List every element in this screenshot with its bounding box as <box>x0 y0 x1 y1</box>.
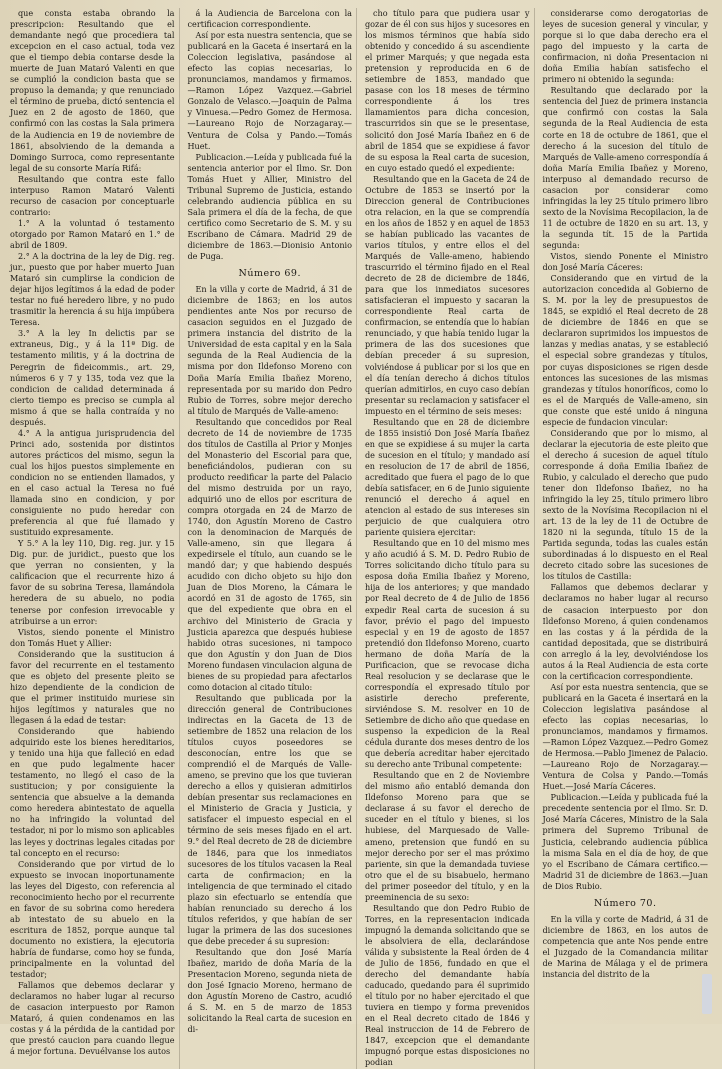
paragraph: Resultando que en 28 de diciembre de 1855 insistió Don José María Ibañez en que se expidiese á su mujer la carta de sucesion en el título; y mandado así en resolucion de 17 de abril de 1856, acreditado que fuera el pago de lo que debía satisfacer, en 6 de Junio siguiente renunció el derecho á aquel en atencion al estado de sus intereses sin perjuicio de que cualquiera otro pariente quisiera ejercitar: <box>365 416 530 538</box>
paragraph: Considerando que habiendo adquirido este los bienes hereditarios, y tenido una hija que falleció en edad en que pudo legalmente hacer testamento, no llegó el caso de la sustitucion; y por consiguiente la sentencia que absuelve a la demanda como heredera abintestato de aquella no ha infringido la voluntad del testador, ni por lo mismo son aplicables las leyes y doctrinas legales citadas por tal concepto en el recurso: <box>10 726 175 858</box>
paragraph: que consta estaba obrando la prescripcion: Resultando que el demandante negó que procediera tal excepcion en el caso actual, toda vez que el tiempo debia contarse desde la muerte de Juan Mataró Valenti en que se cumplió la condicion basta que se propuso la demanda; y que renunciado el término de prueba, dictó sentencia el Juez en 2 de agosto de 1860, que confirmó con las costas la Sala primera de la Audiencia en 19 de noviembre de 1861, absolviendo de la demanda a Domingo Surroca, como representante legal de su consorte María Rifá: <box>10 8 175 173</box>
paragraph: Considerando que la sustitucion á favor del recurrente en el testamento que es objeto del presente pleito se hizo dependiente de la condicion de que el primer instituido muriese sin hijos legítimos y naturales que no llegasen á la edad de testar: <box>10 648 175 725</box>
paragraph: Resultando que en 10 del mismo mes y año acudió á S. M. D. Pedro Rubio de Torres solicitando dicho título para su esposa doña Emilia Ibañez y Moreno, hija de los anteriores; y que mandado por Real decreto de 4 de Julio de 1856 expedir Real carta de sucesion á su favor, prévio el pago del impuesto especial y en 19 de agosto de 1857 pretendió don Ildefonso Moreno, cuarto hermano de doña María de la Purificacion, que se revocase dicha Real resolucion y se declarase que le correspondía el expresado título por asistirle derecho preferente, sirviéndose S. M. resolver en 10 de Setiembre de dicho año que quedase en suspenso la expedicion de la Real cédula durante dos meses dentro de los que debería acreditar haber ejercitado su derecho ante Tribunal competente: <box>365 538 530 770</box>
paragraph: Resultando que en 2 de Noviembre del mismo año entabló demanda don Ildefonso Moreno para que se declarase á su favor el derecho de suceder en el título y bienes, si los hubiese, del Marquesado de Valle-ameno, pretension que fundó en su mejor derecho por ser el mas próximo pariente, sin que la demandada tuviese otro que el de su bisabuelo, hermano del primer poseedor del título, y en la preeminencia de su sexo: <box>365 770 530 902</box>
section-heading: Número 69. <box>238 268 301 280</box>
paragraph: Fallamos que debemos declarar y declaramos no haber lugar al recurso de casacion interpuesto por don Ildefonso Moreno, á quien condenamos en las costas y á la pérdida de la cantidad depositada, que se distribuirá con arreglo á la ley, devolviéndose los autos á la Real Audiencia de esta corte con la certificacion correspondiente. <box>542 582 708 681</box>
paragraph: Fallamos que debemos declarar y declaramos no haber lugar al recurso de casacion interpuesto por Ramon Mataró, á quien condenamos en las costas y á la pérdida de la cantidad por que prestó caucion para cuando llegue á mejor fortuna. Devuélvanse los autos <box>10 980 175 1057</box>
paragraph: Considerando que por virtud de lo expuesto se invocan inoportunamente las leyes del Digesto, con referencia al reconocimiento hecho por el recurrente en favor de su sobrina como heredera ab intestato de su abuelo en la escritura de 1852, porque aunque tal documento no existiera, la ejecutoria habría de fundarse, como hoy se funda, principalmente en la voluntad del testador; <box>10 858 175 980</box>
column-1 <box>10 8 180 1069</box>
paragraph: Así por esta nuestra sentencia, que se publicará en la Gaceta é insertará en la Coleccion legislativa, pasándose al efecto las copias necesarias, lo pronunciamos, mandamos y firmamos.—Ramon López Vazquez.—Gabriel Gonzalo de Velasco.—Joaquin de Palma y Vinuesa.—Pedro Gomez de Hermosa.—Laureano Rojo de Norzagaray.—Ventura de Colsa y Pando.—Tomás Huet. <box>187 30 352 151</box>
paragraph: 3.° A la ley In delictis par se extraneus, Dig., y á la 11ª Dig. de testamento militis, y á la doctrina de Peregrin de fideicommis., art. 29, números 6 y 7 y 135, toda vez que la condicion de calidad determinada á cierto tiempo es preciso se cumpla al mismo á que se halla contraída y no después. <box>10 328 175 427</box>
text-columns <box>10 8 712 1068</box>
column-2 <box>188 8 358 1069</box>
paragraph: Resultando que don Pedro Rubio de Torres, en la representacion indicada impugnó la demanda solicitando que se le absolviera de ella, declarándose válida y subsistente la Real órden de 4 de Julio de 1856, fundado en que el derecho del demandante había caducado, quedando para él suprimido el título por no haber ejercitado el que tuviera en tiempo y forma prevenidos en el Real decreto citado de 1846 y Real instruccion de 14 de Febrero de 1847, excepcion que el demandante impugnó porque estas disposiciones no podian <box>365 902 530 1068</box>
paragraph: Resultando que contra este fallo interpuso Ramon Mataró Valenti recurso de casacion por conceptuarle contrario: <box>10 173 175 217</box>
section-heading: Número 70. <box>594 897 657 909</box>
column-3 <box>365 8 535 1069</box>
column-4 <box>543 8 713 1069</box>
paragraph: Considerando que por lo mismo, al declarar la ejecutoria de este pleito que el derecho á sucesion de aquel título corresponde á doña Emilia Ibañez de Rubio, y calculado el derecho que pudo tener don Ildefonso Ibañez, no ha infringido la ley 25, título primero libro sexto de la Novísima Recopilacion ni el art. 13 de la ley de 11 de Octubre de 1820 ni la segunda, título 15 de la Partida segunda, todas las cuales están subordinadas á lo dispuesto en el Real decreto citado sobre las sucesiones de los títulos de Castilla: <box>542 427 708 582</box>
paragraph: 1.° A la voluntad ó testamento otorgado por Ramon Mataró en 1.° de abril de 1809. <box>10 217 175 250</box>
paragraph: Así por esta nuestra sentencia, que se publicará en la Gaceta é insertará en la Coleccion legislativa pasándose al efecto las copias necesarias, lo pronunciamos, mandamos y firmamos.—Ramon López Vazquez.—Pedro Gomez de Hermosa.—Pablo Jimenez de Palacio.—Laureano Rojo de Norzagaray.—Ventura de Colsa y Pando.—Tomás Huet.—José María Cáceres. <box>542 681 708 792</box>
paragraph: En la villa y corte de Madrid, á 31 de diciembre de 1863; en los autos pendientes ante Nos por recurso de casacion seguidos en el Juzgado de primera instancia del distrito de la Universidad de esta capital y en la Sala segunda de la Real Audiencia de la misma por don Ildefonso Moreno con Doña María Emilia Ibañez Moreno, representada por su marido don Pedro Rubio de Torres, sobre mejor derecho al título de Marqués de Valle-ameno: <box>187 284 352 416</box>
library-stamp <box>702 974 712 1014</box>
paragraph: Resultando que en la Gaceta de 24 de Octubre de 1853 se insertó por la Direccion general de Contribuciones otra relacion, en la que se comprendía en los años de 1852 y en aquel de 1853 se habían publicado las vacantes de varios títulos, y entre ellos el del Marqués de Valle-ameno, habiendo trascurrido el término fijado en el Real decreto de 28 de diciembre de 1846, para que los inmediatos sucesores satisfacieran el impuesto y sacaran la correspondiente Real carta de confirmacion, se entendía que lo habían renunciado, y que había tenido lugar la primera de las dos sucesiones que debían preceder á su supresion, volviéndose á publicar por si los que en el día tenían derecho á dichos títulos querían admitirlos, en cuyo caso debían presentar su reclamacion y satisfacer el impuesto en el término de seis meses: <box>365 173 530 416</box>
paragraph: Publicacion.—Leída y publicada fué la sentencia anterior por el Ilmo. Sr. Don Tomás Huet y Allier, Ministro del Tribunal Supremo de Justicia, estando celebrando audiencia pública en su Sala primera el día de la fecha, de que certifico como Secretario de S. M. y su Escribano de Cámara. Madrid 29 de diciembre de 1863.—Dionisio Antonio de Puga. <box>187 151 352 262</box>
paragraph: 4.° A la antigua jurisprudencia del Princi ado, sostenida por distintos autores prácticos del mismo, segun la cual los hijos puestos simplemente en condicion no se entienden llamados, y en el caso actual la Teresa no fué llamada sino en condicion, y por consiguiente no pudo heredar con preferencia al que fué llamado y sustituido expresamente. <box>10 427 175 538</box>
paragraph: á la Audiencia de Barcelona con la certificacion correspondiente. <box>187 8 352 30</box>
paragraph: Resultando que don José María Ibañez, marido de doña María de la Presentacion Moreno, segunda nieta de don José Ignacio Moreno, hermano de don Agustín Moreno de Castro, acudió á S. M. en 5 de marzo de 1853 solicitando la Real carta de sucesion en di- <box>187 946 352 1035</box>
paragraph: Resultando que publicada por la dirección general de Contribuciones indirectas en la Gaceta de 13 de setiembre de 1852 una relacion de los títulos cuyos poseedores se desconocían, entre los que se comprendió el de Marqués de Valle-ameno, se previno que los que tuvieran derecho a ellos y quisieran admitirlos debían presentar sus reclamaciones en el Ministerio de Gracia y Justicia, y satisfacer el impuesto especial en el término de seis meses fijado en el art. 9.° del Real decreto de 28 de diciembre de 1846, para que los inmediatos sucesores de los títulos vacasen la Real carta de confirmacion; en la inteligencia de que terminado el citado plazo sin efectuarlo se entendía que habían renunciado su derecho á los títulos referidos, y que habían de ser lugar la primera de las dos sucesiones que debe preceder á su supresion: <box>187 692 352 946</box>
paragraph: Vistos, siendo ponente el Ministro don Tomás Huet y Allier: <box>10 626 175 648</box>
paragraph: Y 5.° A la ley 110, Dig. reg. jur. y 15 Dig. pur. de juridict., puesto que los que yerran no consienten, y la calificacion que el recurrente hizo á favor de su sobrina Teresa, llamándola heredera de su abuelo, no podia tenerse por confesion irrevocable y atribuirse a un error: <box>10 538 175 626</box>
paragraph: Publicacion.—Leída y publicada fué la precedente sentencia por el Ilmo. Sr. D. José María Cáceres, Ministro de la Sala primera del Supremo Tribunal de Justicia, celebrando audiencia pública la misma Sala en el día de hoy, de que yo el Escribano de Cámara certifico.—Madrid 31 de diciembre de 1863.—Juan de Dios Rubio. <box>542 792 708 891</box>
paragraph: Considerando que en virtud de la autorizacion concedida al Gobierno de S. M. por la ley de presupuestos de 1845, se expidió el Real decreto de 28 de diciembre de 1846 en que se declararon suprimidos los impuestos de lanzas y medias anatas, y se estableció el especial sobre grandezas y títulos, por cuyas disposiciones se rigen desde entonces las sucesiones de las mismas grandezas y títulos honoríficos, como lo es el de Marqués de Valle-ameno, sin que conste que esté unido á ninguna especie de fundacion vincular: <box>542 273 708 427</box>
paragraph: Vistos, siendo Ponente el Ministro don José María Cáceres: <box>542 251 708 273</box>
paragraph: Resultando que concedidos por Real decreto de 14 de noviembre de 1735 dos títulos de Castilla al Prior y Monjes del Monasterio del Escorial para que, beneficiándolos, pudieran con su producto reedificar la parte del Palacio del mismo destruida por un rayo, adquirió uno de ellos por escritura de compra otorgada en 24 de Marzo de 1740, don Agustín Moreno de Castro con la denominacion de Marqués de Valle-ameno, sin que llegara á expedirsele el título, aun cuando se le mandó dar; y que habiendo después acudido con dicho objeto su hijo don Juan de Dios Moreno, la Cámara le acordó en 31 de agosto de 1765, sin que del expediente que obra en el archivo del Ministerio de Gracia y Justicia aparezca que después hubiese habido otras sucesiones, ni tampoco que don Agustín y don Juan de Dios Moreno fundasen vinculacion alguna de bienes de su propiedad para afectarlos como dotacion al citado título: <box>187 416 352 692</box>
paragraph: En la villa y corte de Madrid, á 31 de diciembre de 1863, en los autos de competencia que ante Nos pende entre el Juzgado de la Comandancia militar de Marina de Málaga y el de primera instancia del distrito de la <box>542 913 708 980</box>
paragraph: 2.° A la doctrina de la ley de Dig. reg. jur., puesto que por haber muerto Juan Mataró sin cumplirse la condicion de dejar hijos legítimos á la edad de poder testar no fué heredero libre, y no pudo trasmitir la herencia á su hija impúbera Teresa. <box>10 251 175 328</box>
paragraph: considerarse como derogatorias de leyes de sucesion general y vincular, y porque si lo que daba derecho era el pago del impuesto y la carta de confirmacion, ni doña Presentacion ni doña Emilia habían satisfecho el primero ni obtenido la segunda: <box>542 8 708 85</box>
paragraph: cho título para que pudiera usar y gozar de él con sus hijos y sucesores en los mismos términos que había sido obtenido y concedido á su ascendiente el primer Marqués; y que negada esta pretension y reproducida en 6 de setiembre de 1853, mandado que pasase con los 18 meses de término correspondiente á los tres llamamientos para dicha concesion, trascurridos sin que se le presentase, solicitó don José María Ibañez en 6 de abril de 1854 que se expidiese á favor de su esposa la Real carta de sucesion, en cuyo estado quedó el expediente: <box>365 8 530 173</box>
paragraph: Resultando que declarado por la sentencia del Juez de primera instancia que confirmó con costas la Sala segunda de la Real Audiencia de esta corte en 18 de octubre de 1861, que el derecho á la sucesion del título de Marqués de Valle-ameno correspondía á doña María Emilia Ibañez y Moreno, interpuso al demandado recurso de casacion por considerar como infringidas la ley 25 título primero libro sexto de la Novísima Recopilacion, la de 11 de octubre de 1820 en su art. 13, y la segunda tít. 15 de la Partida segunda: <box>542 85 708 250</box>
